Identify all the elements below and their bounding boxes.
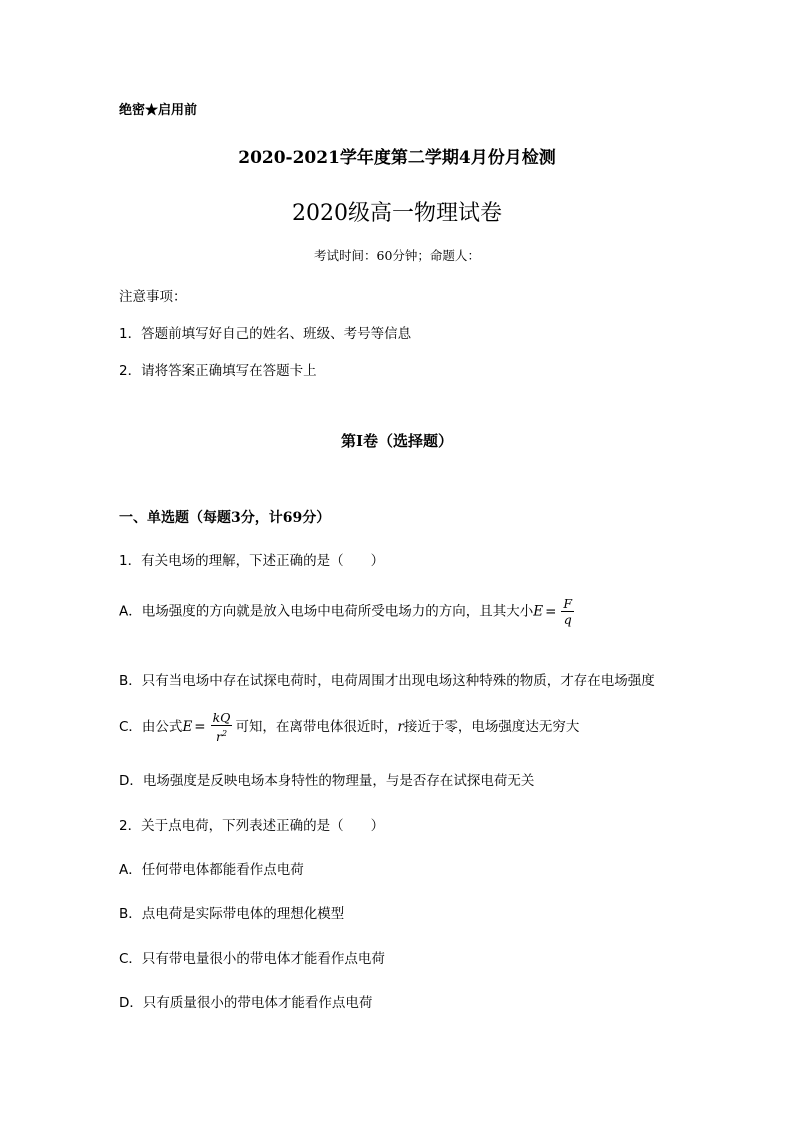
question-2-option-d: D．只有质量很小的带电体才能看作点电荷 <box>119 995 373 1011</box>
fraction-numerator: F <box>563 596 573 611</box>
option-c-mid: 可知，在离带电体很近时， <box>235 719 398 736</box>
question-1-stem: 1．有关电场的理解，下述正确的是（ ） <box>119 553 385 569</box>
question-2-option-b: B．点电荷是实际带电体的理想化模型 <box>119 906 345 922</box>
fraction-numerator: kQ <box>212 710 231 725</box>
section-title: 第I卷（选择题） <box>340 432 454 450</box>
part-heading: 一、单选题（每题3分，计69分） <box>119 510 331 526</box>
question-1-option-b: B．只有当电场中存在试探电荷时，电荷周围才出现电场这种特殊的物质，才存在电场强度 <box>119 673 655 689</box>
exam-subtitle: 2020级高一物理试卷 <box>292 201 502 226</box>
question-2-option-c: C．只有带电量很小的带电体才能看作点电荷 <box>119 951 385 967</box>
notice-item-1: 1．答题前填写好自己的姓名、班级、考号等信息 <box>119 326 412 342</box>
formula-lhs: E <box>182 719 193 736</box>
fraction-denominator: q <box>563 612 572 627</box>
confidential-label: 绝密★启用前 <box>119 103 198 118</box>
notice-title: 注意事项： <box>119 289 187 305</box>
formula-fraction <box>561 596 574 627</box>
notice-item-2: 2．请将答案正确填写在答题卡上 <box>119 363 317 379</box>
question-1-option-a <box>119 596 577 627</box>
denominator-base: r <box>215 729 222 745</box>
option-c-prefix: C．由公式 <box>119 719 183 736</box>
exam-title: 2020-2021学年度第二学期4月份月检测 <box>238 148 556 168</box>
option-c-variable: r <box>397 719 404 736</box>
exam-meta: 考试时间：60分钟；命题人： <box>314 248 480 263</box>
fraction-denominator <box>214 726 229 744</box>
question-2-stem: 2．关于点电荷，下列表述正确的是（ ） <box>119 818 385 834</box>
denominator-exponent: 2 <box>221 729 228 738</box>
question-2-option-a: A．任何带电体都能看作点电荷 <box>119 862 304 878</box>
formula-equals: = <box>545 603 557 620</box>
option-c-suffix: 接近于零，电场强度达无穷大 <box>403 719 580 736</box>
question-1-option-c <box>119 710 579 744</box>
question-1-option-d: D．电场强度是反映电场本身特性的物理量，与是否存在试探电荷无关 <box>119 773 535 789</box>
formula-equals: = <box>194 719 206 736</box>
option-a-text: A．电场强度的方向就是放入电场中电荷所受电场力的方向，且其大小 <box>119 603 534 620</box>
formula-fraction <box>211 710 233 744</box>
formula-lhs: E <box>533 603 544 620</box>
